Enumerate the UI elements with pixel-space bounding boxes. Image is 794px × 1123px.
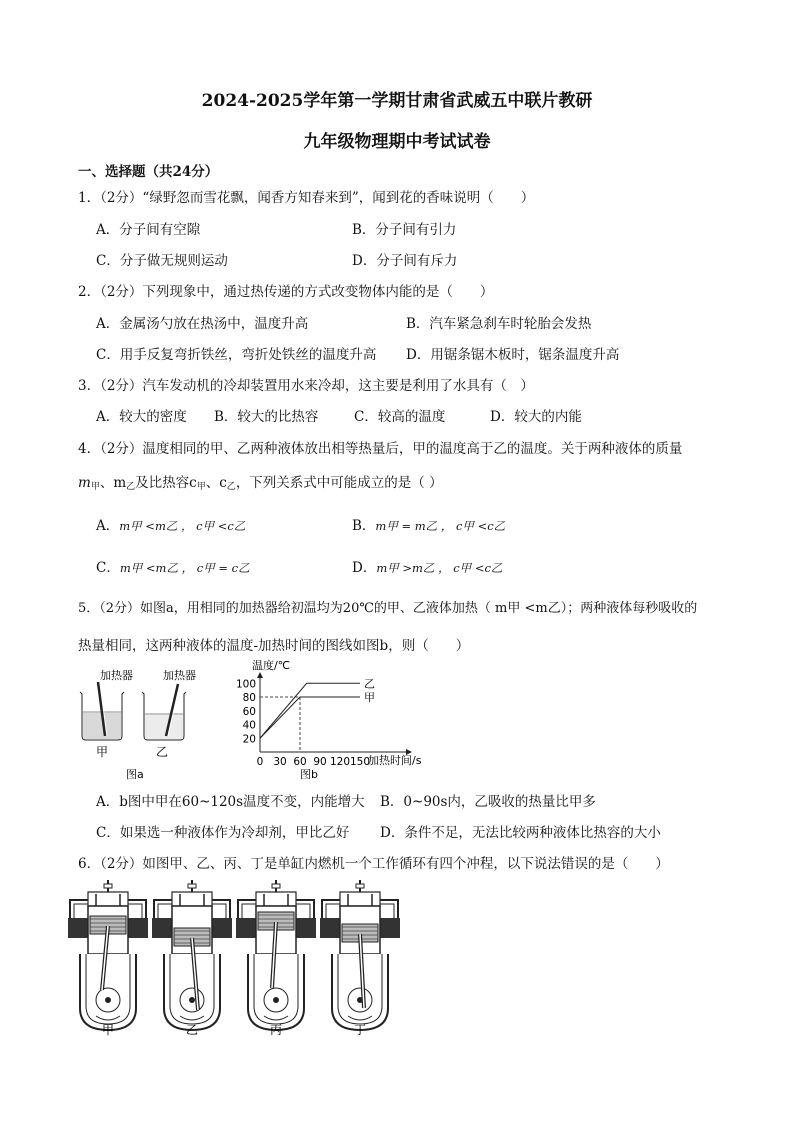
figure-a-beakers [70, 664, 220, 784]
q5-option-a[interactable]: A．b图中甲在60~120s温度不变，内能增大 [96, 794, 365, 810]
figure-a-caption: 图a [126, 768, 144, 781]
engine-label-4: 丁 [353, 1023, 367, 1037]
y-tick-label: 20 [242, 733, 256, 746]
q5-option-b[interactable]: B．0~90s内，乙吸收的热量比甲多 [380, 794, 596, 810]
question-3-stem: 3．（2分）汽车发动机的冷却装置用水来冷却，这主要是利用了水具有（ ） [78, 378, 534, 394]
heater-label-1: 加热器 [100, 669, 133, 682]
question-4-stem-line2: m甲、m乙及比热容c甲、c乙，下列关系式中可能成立的是（ ） [78, 475, 443, 492]
q3-option-d[interactable]: D．较大的内能 [490, 409, 582, 425]
q5-option-d[interactable]: D．条件不足，无法比较两种液体比热容的大小 [380, 825, 661, 841]
q3-option-a[interactable]: A．较大的密度 [96, 409, 187, 425]
engine-label-1: 甲 [101, 1023, 115, 1037]
chart-xlabel: 加热时间/s [368, 754, 422, 767]
beaker-2 [142, 684, 186, 740]
q1-option-d[interactable]: D．分子间有斥力 [352, 253, 458, 269]
exam-title-line1: 2024-2025学年第一学期甘肃省武威五中联片教研 [201, 91, 593, 111]
q4-option-a[interactable]: A．m甲 <m乙 ， c甲 <c乙 [96, 518, 246, 534]
x-tick-label: 0 [256, 756, 264, 768]
q2-option-b[interactable]: B．汽车紧急刹车时轮胎会发热 [406, 316, 592, 332]
q4-option-d[interactable]: D．m甲 >m乙 ， c甲 <c乙 [352, 560, 503, 576]
x-tick-label: 30 [273, 756, 287, 768]
chart-ylabel: 温度/℃ [252, 659, 291, 672]
series-label-2: 甲 [364, 691, 375, 705]
question-1-stem: 1．（2分）“绿野忽而雪花飘，闻香方知春来到”，闻到花的香味说明（ ） [78, 190, 535, 206]
q1-option-b[interactable]: B．分子间有引力 [352, 222, 457, 238]
q5-option-c[interactable]: C．如果选一种液体作为冷却剂，甲比乙好 [96, 825, 350, 841]
beaker-label-2: 乙 [156, 745, 169, 759]
section-heading: 一、选择题（共24分） [78, 164, 219, 180]
series-line-2 [260, 697, 360, 738]
engine-3 [236, 880, 316, 1037]
exam-title-line2: 九年级物理期中考试试卷 [303, 132, 491, 152]
y-axis-arrow [257, 672, 263, 678]
q2-option-a[interactable]: A．金属汤勺放在热汤中，温度升高 [96, 316, 309, 332]
y-tick-label: 80 [242, 692, 256, 705]
beaker-1 [80, 682, 124, 740]
heater-label-2: 加热器 [163, 669, 196, 682]
y-tick-label: 60 [242, 705, 256, 718]
chart-series [260, 677, 375, 738]
beaker-label-1: 甲 [96, 745, 109, 759]
engine-1 [68, 880, 148, 1037]
y-tick-label: 100 [235, 678, 256, 691]
engine-2 [152, 880, 232, 1037]
q3-option-b[interactable]: B．较大的比热容 [214, 409, 319, 425]
q1-option-c[interactable]: C．分子做无规则运动 [96, 253, 228, 269]
q4-option-b[interactable]: B．m甲 = m乙 ， c甲 <c乙 [352, 518, 506, 534]
x-tick-label: 150 [349, 756, 371, 768]
engine-4 [320, 880, 400, 1037]
q1-option-a[interactable]: A．分子间有空隙 [96, 222, 201, 238]
q3-option-c[interactable]: C．较高的温度 [354, 409, 446, 425]
series-line-1 [260, 683, 360, 738]
q2-option-c[interactable]: C．用手反复弯折铁丝，弯折处铁丝的温度升高 [96, 347, 377, 363]
x-tick-label: 60 [293, 756, 307, 768]
y-tick-label: 40 [242, 719, 256, 732]
question-5-stem-line2: 热量相同，这两种液体的温度-加热时间的图线如图b，则（ ） [78, 638, 470, 654]
question-5-stem-line1: 5．（2分）如图a，用相同的加热器给初温均为20℃的甲、乙液体加热（ m甲 <m乙）；两种液体每秒吸收的 [78, 601, 698, 616]
temperature-time-chart [232, 656, 432, 786]
q2-option-d[interactable]: D．用锯条锯木板时，锯条温度升高 [406, 347, 620, 363]
engine-label-2: 乙 [185, 1023, 199, 1037]
x-tick-label: 90 [313, 756, 327, 768]
chart-caption: 图b [300, 768, 318, 781]
question-4-stem-line1: 4．（2分）温度相同的甲、乙两种液体放出相等热量后，甲的温度高于乙的温度。关于两种液体的质量 [78, 441, 683, 457]
engine-strokes-figure [66, 878, 406, 1038]
x-tick-label: 120 [329, 756, 351, 768]
engine-label-3: 丙 [269, 1023, 283, 1037]
question-6-stem: 6．（2分）如图甲、乙、丙、丁是单缸内燃机一个工作循环有四个冲程，以下说法错误的是（ ） [78, 856, 669, 872]
question-2-stem: 2．（2分）下列现象中，通过热传递的方式改变物体内能的是（ ） [78, 284, 494, 300]
series-label-1: 乙 [364, 677, 375, 691]
q4-option-c[interactable]: C．m甲 <m乙 ， c甲 = c乙 [96, 560, 250, 576]
